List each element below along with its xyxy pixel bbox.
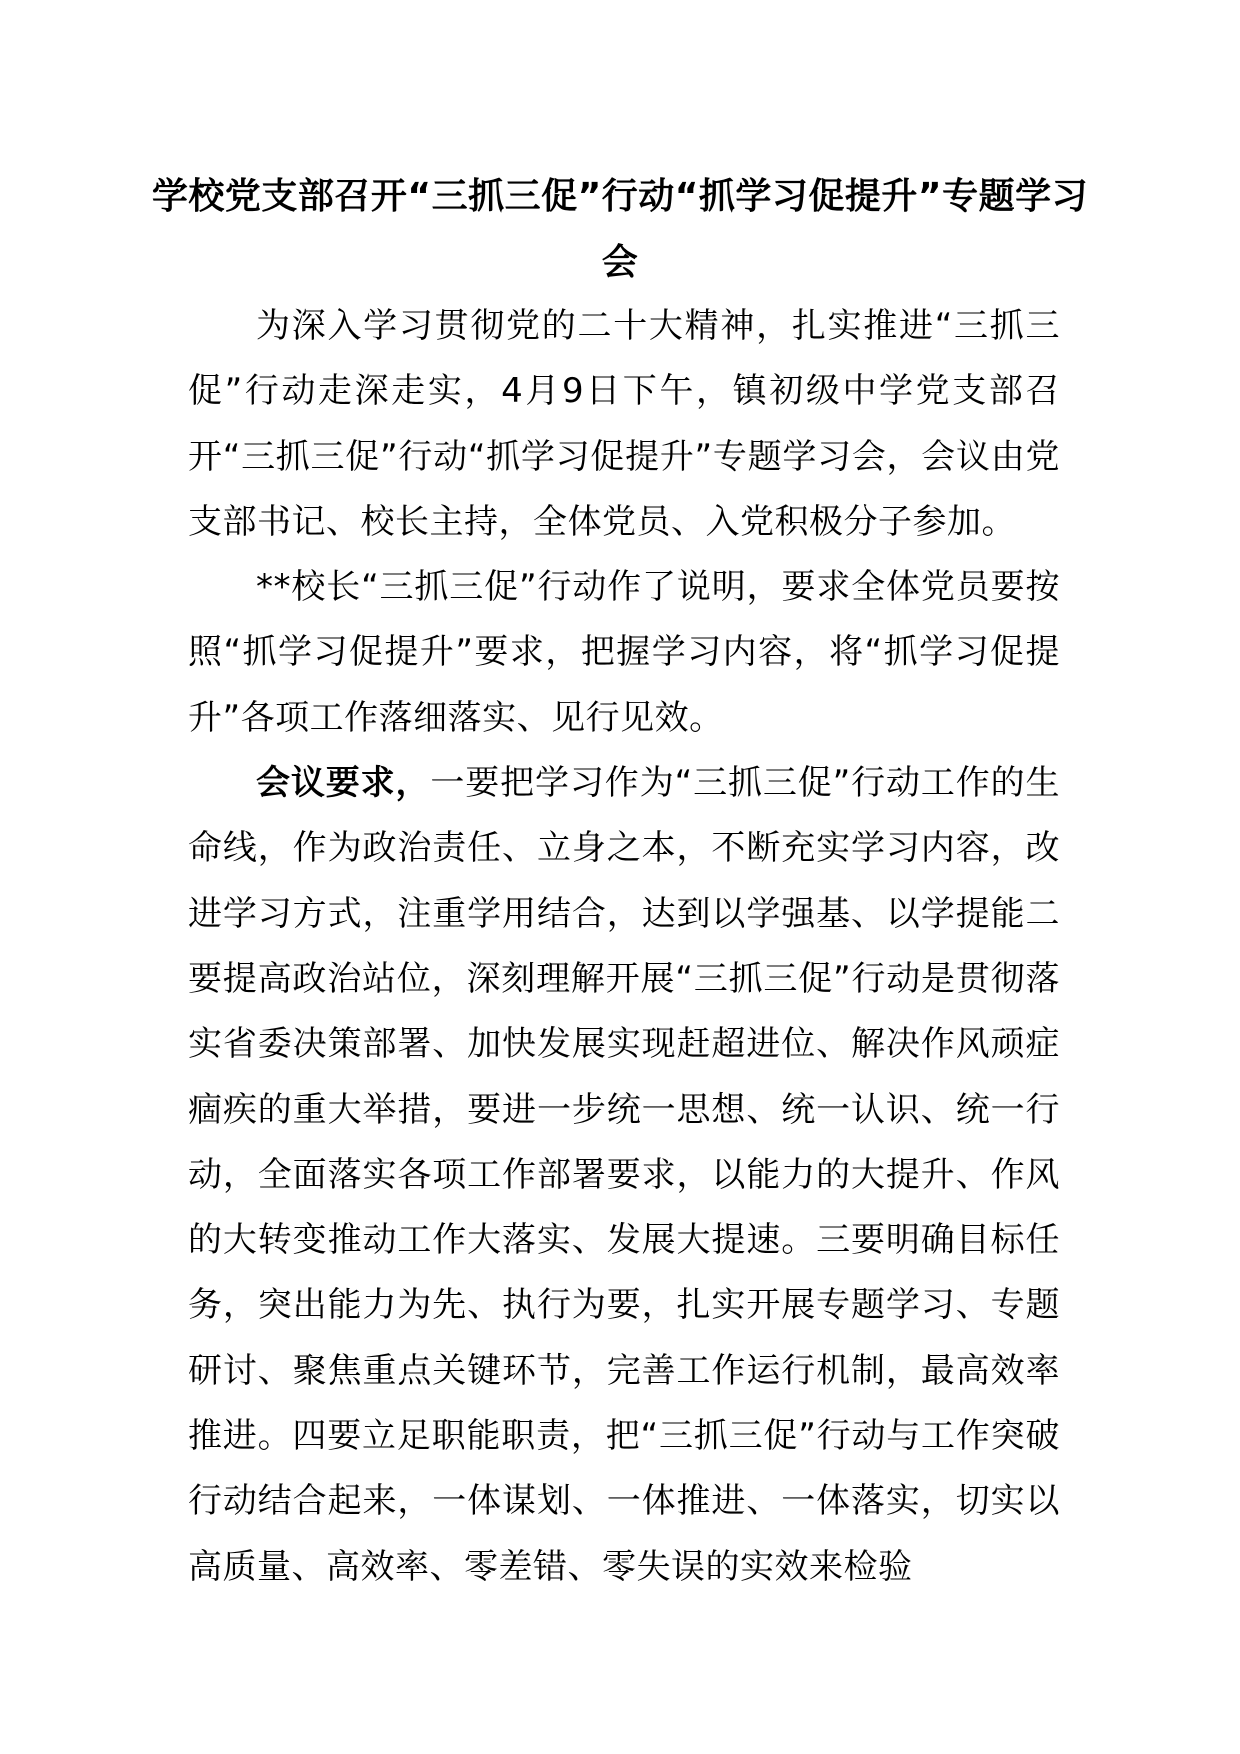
paragraph-meeting-requirements: [188, 751, 1060, 1600]
paragraph-intro: [188, 294, 1060, 555]
paragraph-text: 一要把学习作为“三抓三促”行动工作的生命线，作为政治责任、立身之本，不断充实学习内容，改进学习方式，注重学用结合，达到以学强基、以学提能二要提高政治站位，深刻理解开展“三抓三促”行动是贯彻落实省委决策部署、加快发展实现赶超进位、解决作风顽症痼疾的重大举措，要进一步统一思想、统一认识、统一行动，全面落实各项工作部署要求，以能力的大提升、作风的大转变推动工作大落实、发展大提速。三要明确目标任务，突出能力为先、执行为要，扎实开展专题学习、专题研讨、聚焦重点关键环节，完善工作运行机制，最高效率推进。四要立足职能职责，把“三抓三促”行动与工作突破行动结合起来，一体谋划、一体推进、一体落实，切实以高质量、高效率、零差错、零失误的实效来检验: [188, 763, 1060, 1587]
document-body: [188, 294, 1060, 1600]
paragraph-text: 为深入学习贯彻党的二十大精神，扎实推进“三抓三促”行动走深走实，4月9日下午，镇初级中学党支部召开“三抓三促”行动“抓学习促提升”专题学习会，会议由党支部书记、校长主持，全体党员、入党积极分子参加。: [188, 306, 1060, 542]
document-title: 学校党支部召开“三抓三促”行动“抓学习促提升”专题学习会: [151, 176, 1089, 283]
paragraph-lead: 会议要求，: [256, 763, 431, 804]
paragraph-text: **校长“三抓三促”行动作了说明，要求全体党员要按照“抓学习促提升”要求，把握学习内容，将“抓学习促提升”各项工作落细落实、见行见效。: [188, 567, 1060, 738]
paragraph-principal-remarks: [188, 555, 1060, 751]
